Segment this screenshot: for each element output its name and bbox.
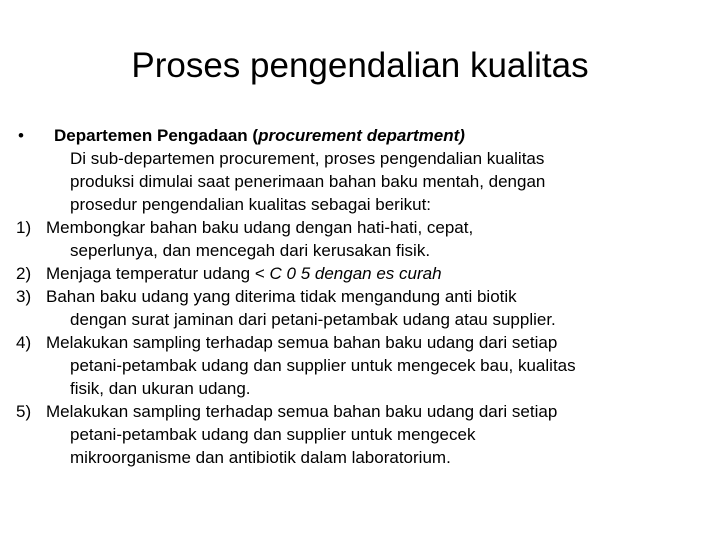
step-line: seperlunya, dan mencegah dari kerusakan fisik. (70, 241, 431, 260)
step-number: 5) (16, 402, 32, 421)
step-item-4 (16, 331, 706, 400)
step-item-1 (16, 216, 706, 262)
intro-line: prosedur pengendalian kualitas sebagai berikut: (70, 195, 432, 214)
step-line: mikroorganisme dan antibiotik dalam laboratorium. (70, 448, 451, 467)
step-line: Melakukan sampling terhadap semua bahan baku udang dari setiap (46, 402, 558, 421)
slide-title: Proses pengendalian kualitas (131, 46, 589, 85)
slide-body (16, 124, 706, 469)
step-line: Bahan baku udang yang diterima tidak mengandung anti biotik (46, 287, 517, 306)
heading-italic-text: procurement department) (258, 126, 465, 145)
step-number: 1) (16, 218, 32, 237)
step-line: dengan surat jaminan dari petani-petambak udang atau supplier. (70, 310, 556, 329)
intro-line: produksi dimulai saat penerimaan bahan baku mentah, dengan (70, 172, 546, 191)
step-text: Menjaga temperatur udang < (46, 264, 270, 283)
step-line (46, 262, 706, 285)
step-number: 4) (16, 333, 32, 352)
step-italic-text: C 0 5 dengan es curah (269, 264, 442, 283)
step-line: Melakukan sampling terhadap semua bahan baku udang dari setiap (46, 333, 558, 352)
step-line: Membongkar bahan baku udang dengan hati-hati, cepat, (46, 218, 474, 237)
step-line: petani-petambak udang dan supplier untuk mengecek (70, 425, 476, 444)
step-line: fisik, dan ukuran udang. (70, 379, 251, 398)
step-number: 3) (16, 287, 32, 306)
intro-line: Di sub-departemen procurement, proses pengendalian kualitas (70, 149, 545, 168)
step-item-2 (16, 262, 706, 285)
step-item-3 (16, 285, 706, 331)
intro-paragraph (16, 147, 706, 216)
heading-text: Departemen Pengadaan ( (54, 126, 259, 145)
step-line: petani-petambak udang dan supplier untuk mengecek bau, kualitas (70, 356, 576, 375)
bullet-heading (16, 124, 706, 147)
bullet-icon: • (18, 126, 24, 145)
step-number: 2) (16, 264, 32, 283)
step-item-5 (16, 400, 706, 469)
steps-list (16, 216, 706, 469)
